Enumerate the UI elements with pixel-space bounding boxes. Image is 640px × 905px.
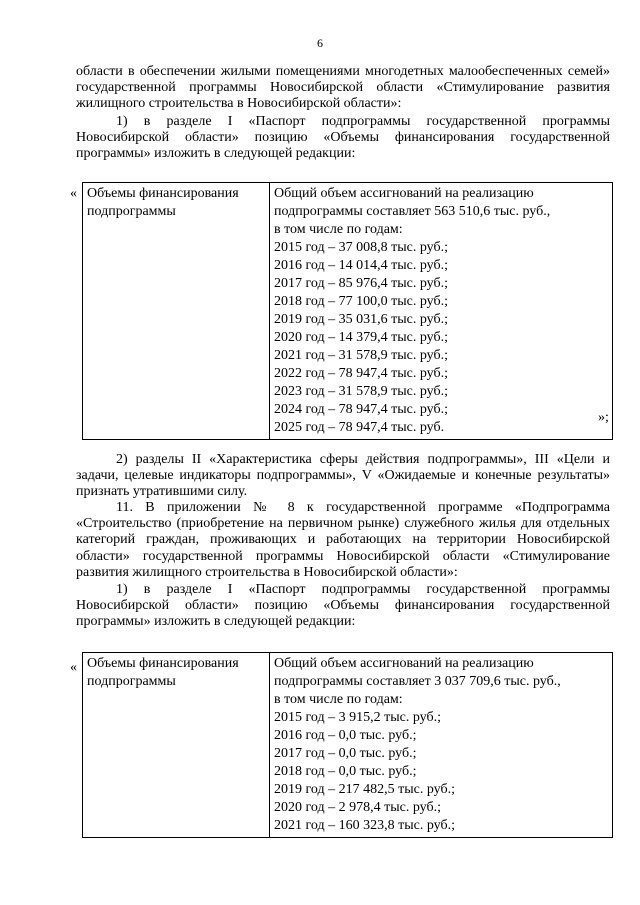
financing-line: Общий объем ассигнований на реализацию bbox=[274, 186, 534, 201]
financing-line: в том числе по годам: bbox=[274, 692, 403, 707]
financing-values-cell bbox=[270, 183, 613, 440]
financing-line: 2025 год – 78 947,4 тыс. руб. bbox=[274, 420, 445, 435]
financing-line: 2019 год – 35 031,6 тыс. руб.; bbox=[274, 312, 448, 327]
financing-line: 2015 год – 37 008,8 тыс. руб.; bbox=[274, 240, 448, 255]
financing-line: подпрограммы составляет 563 510,6 тыс. руб., bbox=[274, 204, 551, 219]
open-quote: « bbox=[70, 660, 77, 675]
financing-line: 2024 год – 78 947,4 тыс. руб.; bbox=[274, 402, 448, 417]
financing-line: 2020 год – 14 379,4 тыс. руб.; bbox=[274, 330, 448, 345]
financing-line: 2021 год – 160 323,8 тыс. руб.; bbox=[274, 818, 455, 833]
financing-line: 2021 год – 31 578,9 тыс. руб.; bbox=[274, 348, 448, 363]
paragraph-sections-repealed: 2) разделы II «Характеристика сферы действия подпрограммы», III «Цели и задачи, целевые индикаторы подпрограммы», V «Ожидаемые и конечные результаты» признать утратившими силу. bbox=[76, 452, 610, 500]
financing-line: подпрограммы составляет 3 037 709,6 тыс. руб., bbox=[274, 674, 561, 689]
open-quote: « bbox=[70, 186, 77, 201]
financing-line: Общий объем ассигнований на реализацию bbox=[274, 656, 534, 671]
paragraph-intro: области в обеспечении жилыми помещениями многодетных малообеспеченных семей» государственной программы Новосибирской области «Стимулирование развития жилищного строительства в Новосибирской области»: bbox=[76, 64, 610, 112]
financing-label-cell: Объемы финансирования подпрограммы bbox=[83, 653, 270, 838]
financing-line: 2017 год – 0,0 тыс. руб.; bbox=[274, 746, 417, 761]
financing-line: 2018 год – 77 100,0 тыс. руб.; bbox=[274, 294, 448, 309]
financing-values-cell bbox=[270, 653, 613, 838]
financing-line: 2018 год – 0,0 тыс. руб.; bbox=[274, 764, 417, 779]
paragraph-section-1: 1) в разделе I «Паспорт подпрограммы государственной программы Новосибирской области» позицию «Объемы финансирования государственной программы» изложить в следующей редакции: bbox=[76, 114, 610, 162]
paragraph-appendix-8: 11. В приложении № 8 к государственной программе «Подпрограмма «Строительство (приобретение на первичном рынке) служебного жилья для отдельных категорий граждан, проживающих и работающих на территории Новосибирской области» государственной программы Новосибирской области «Стимулирование развития жилищного строительства в Новосибирской области»: bbox=[76, 500, 610, 580]
paragraph-section-1-appendix-8: 1) в разделе I «Паспорт подпрограммы государственной программы Новосибирской области» позицию «Объемы финансирования государственной программы» изложить в следующей редакции: bbox=[76, 582, 610, 630]
financing-line: 2023 год – 31 578,9 тыс. руб.; bbox=[274, 384, 448, 399]
financing-line: в том числе по годам: bbox=[274, 222, 403, 237]
financing-table-2 bbox=[82, 652, 613, 838]
financing-line: 2015 год – 3 915,2 тыс. руб.; bbox=[274, 710, 441, 725]
financing-line: 2017 год – 85 976,4 тыс. руб.; bbox=[274, 276, 448, 291]
financing-table-1 bbox=[82, 182, 613, 440]
financing-label-cell: Объемы финансирования подпрограммы bbox=[83, 183, 270, 440]
close-quote: »; bbox=[598, 410, 609, 425]
financing-line: 2022 год – 78 947,4 тыс. руб.; bbox=[274, 366, 448, 381]
financing-line: 2016 год – 0,0 тыс. руб.; bbox=[274, 728, 417, 743]
page-number: 6 bbox=[317, 36, 323, 50]
financing-line: 2020 год – 2 978,4 тыс. руб.; bbox=[274, 800, 441, 815]
financing-line: 2016 год – 14 014,4 тыс. руб.; bbox=[274, 258, 448, 273]
financing-line: 2019 год – 217 482,5 тыс. руб.; bbox=[274, 782, 455, 797]
